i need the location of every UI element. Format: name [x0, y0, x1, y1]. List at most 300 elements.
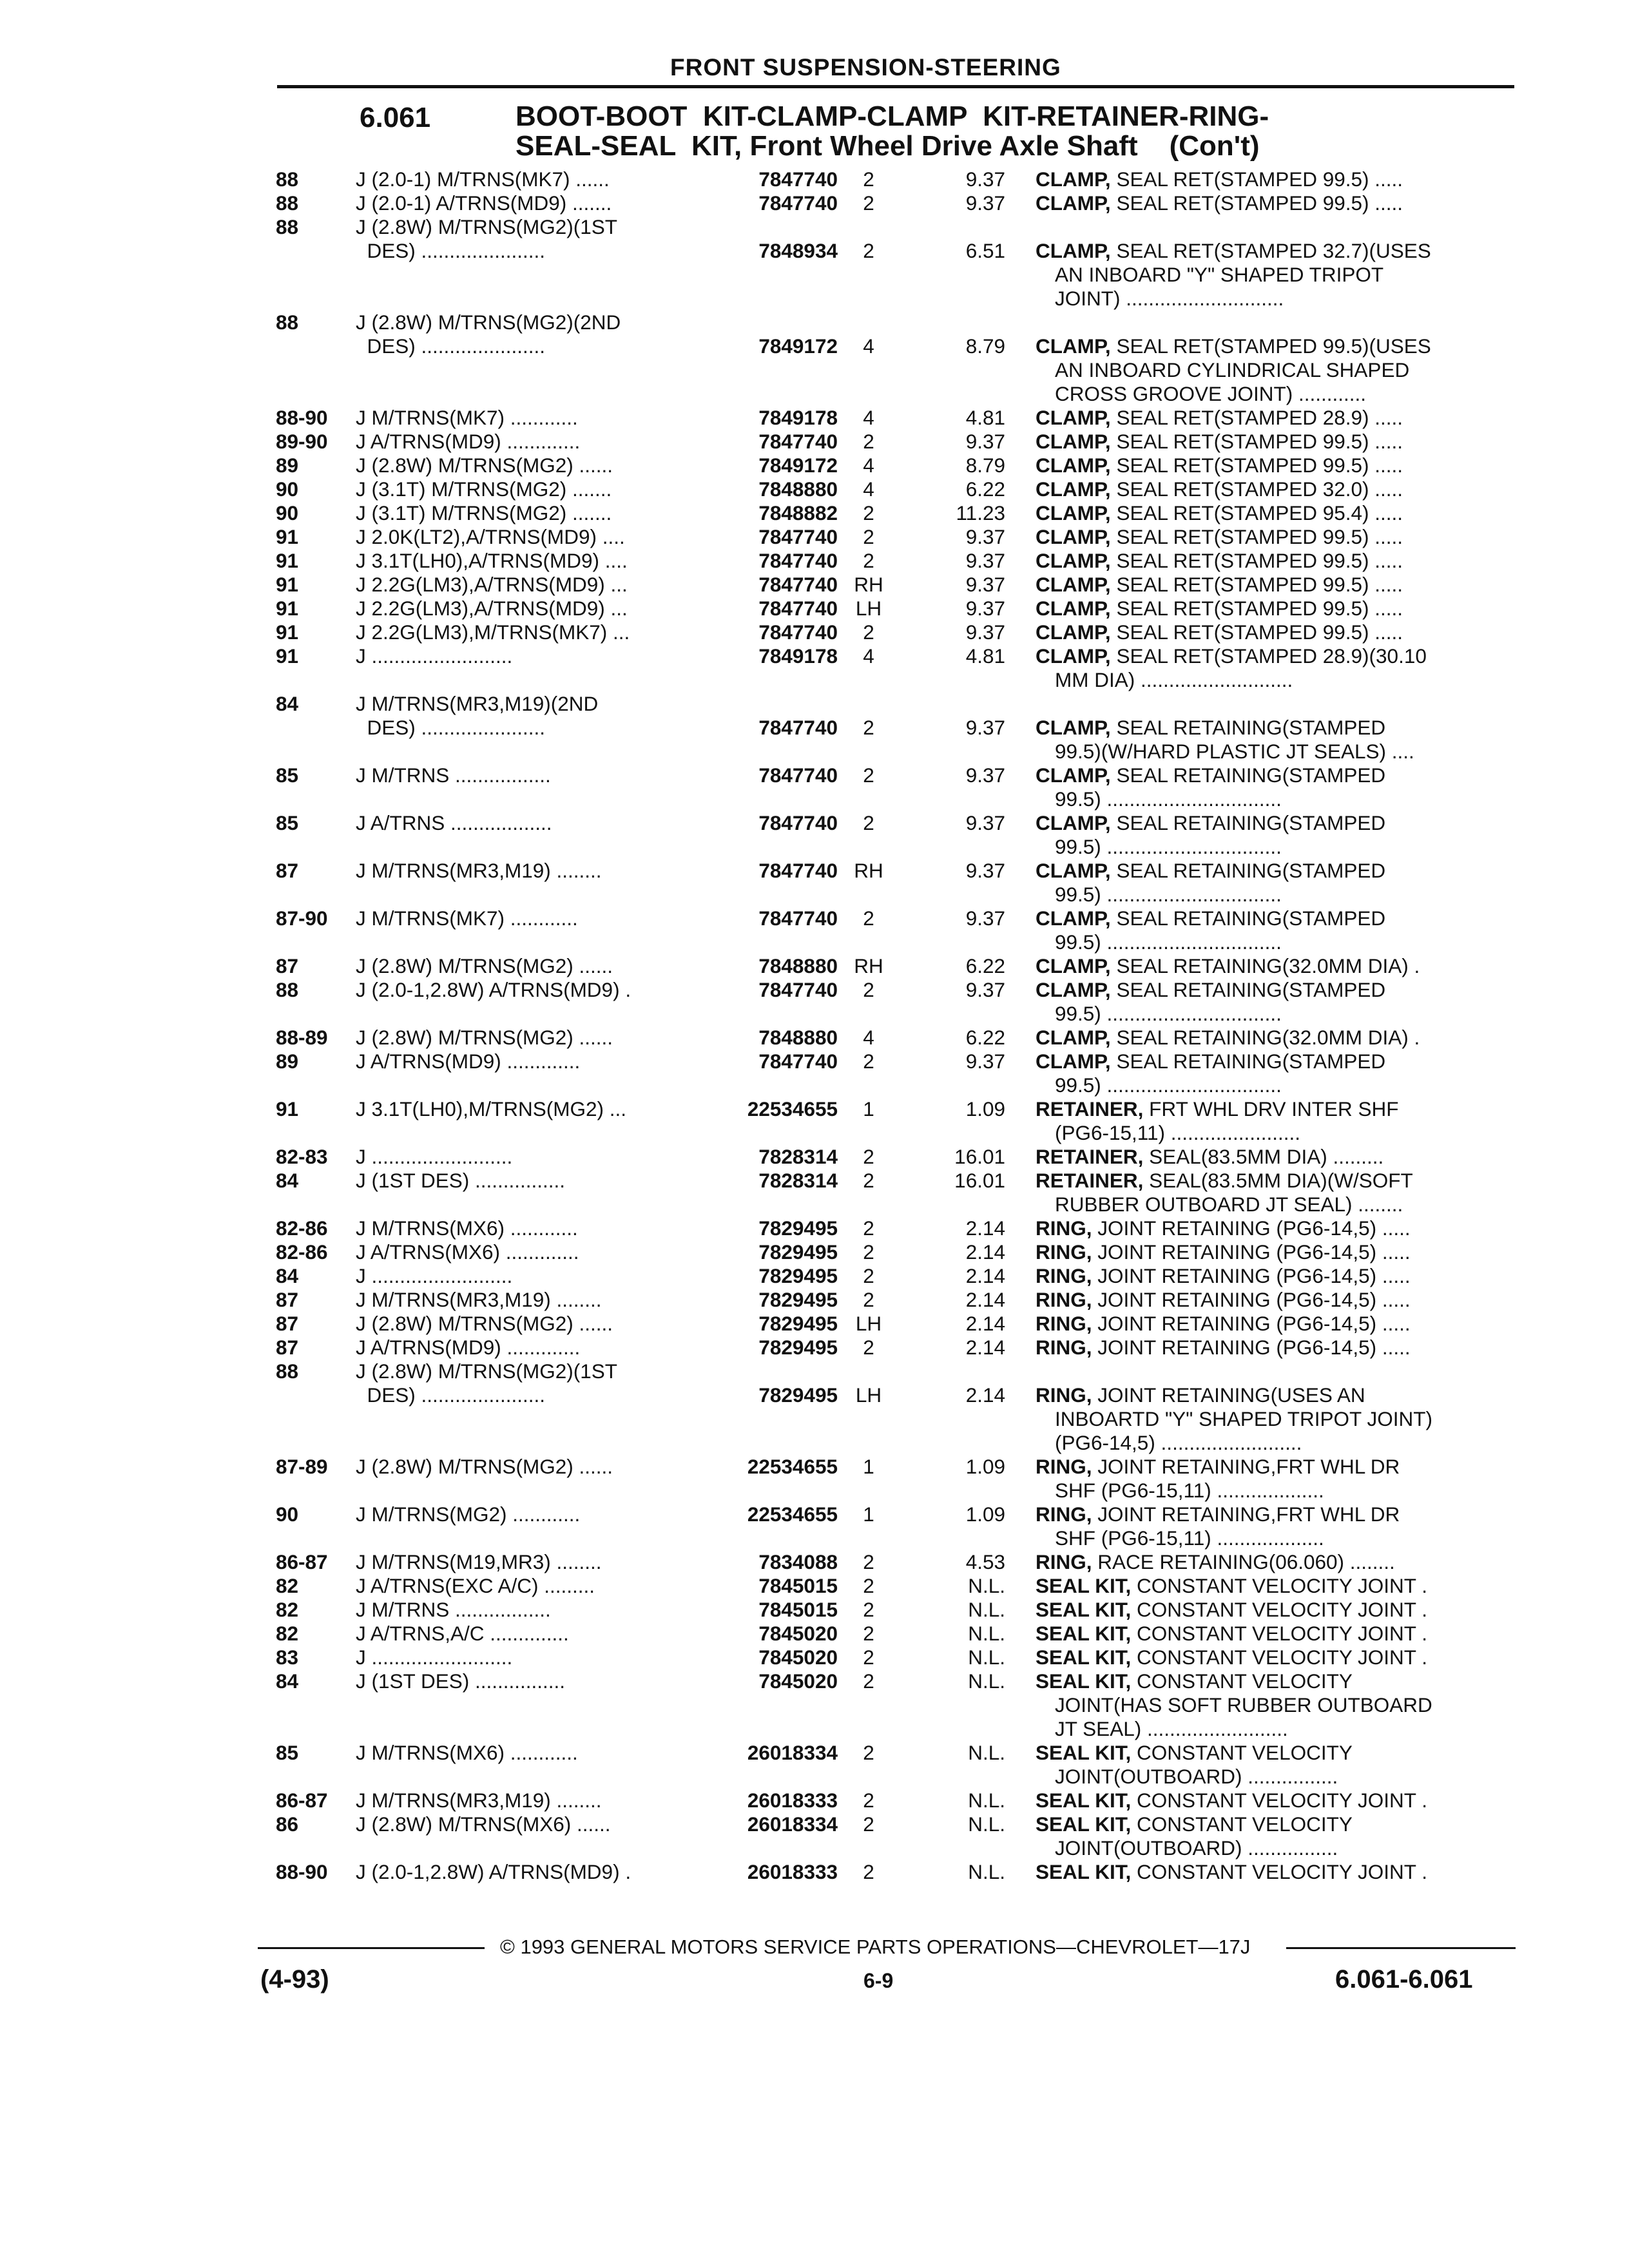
model-cell: J (2.8W) M/TRNS(MG2) ...... — [356, 1312, 613, 1335]
description-cell — [1036, 1646, 1505, 1669]
description-line — [1036, 1026, 1505, 1050]
description-line — [1036, 382, 1505, 406]
description-cell — [1036, 573, 1505, 597]
description-line — [1036, 1646, 1505, 1669]
part-detail: FRT WHL DRV INTER SHF — [1143, 1097, 1399, 1120]
quantity-cell: 2 — [863, 1741, 874, 1764]
part-detail: MM DIA) ........................... — [1055, 668, 1293, 691]
description-line — [1036, 978, 1505, 1002]
description-line — [1036, 764, 1505, 787]
year-cell: 90 — [276, 501, 299, 524]
table-row — [0, 311, 1629, 334]
year-cell: 84 — [276, 1264, 299, 1287]
model-cell: J (2.8W) M/TRNS(MG2) ...... — [356, 454, 613, 477]
year-cell: 85 — [276, 811, 299, 834]
price-cell: 9.37 — [965, 549, 1005, 572]
part-detail: JOINT(OUTBOARD) ................ — [1055, 1765, 1338, 1788]
description-cell — [1036, 954, 1505, 978]
model-cell: J ......................... — [356, 644, 513, 668]
part-number-cell: 7834088 — [758, 1550, 838, 1573]
table-row — [0, 215, 1629, 239]
model-cell: J M/TRNS(M19,MR3) ........ — [356, 1550, 602, 1573]
part-name: SEAL KIT, — [1036, 1860, 1132, 1883]
footer-page-number: 6-9 — [863, 1969, 894, 1992]
model-cell: J (2.0-1,2.8W) A/TRNS(MD9) . — [356, 978, 631, 1001]
description-line — [1036, 740, 1505, 764]
price-cell: N.L. — [968, 1598, 1005, 1621]
price-cell: 4.53 — [965, 1550, 1005, 1573]
part-name: CLAMP, — [1036, 859, 1111, 882]
description-line — [1036, 1431, 1505, 1455]
part-detail: SEAL RET(STAMPED 99.5) ..... — [1110, 549, 1403, 572]
table-row — [0, 454, 1629, 477]
part-detail: CONSTANT VELOCITY JOINT . — [1131, 1646, 1427, 1669]
description-line — [1036, 1622, 1505, 1646]
year-cell: 82-86 — [276, 1240, 328, 1264]
description-line — [1036, 620, 1505, 644]
price-cell: N.L. — [968, 1646, 1005, 1669]
part-detail: JOINT RETAINING (PG6-14,5) ..... — [1092, 1312, 1411, 1335]
part-name: CLAMP, — [1036, 573, 1111, 596]
description-cell — [1036, 644, 1505, 692]
model-cell: J M/TRNS(MK7) ............ — [356, 907, 578, 930]
part-detail: 99.5) ............................... — [1055, 1073, 1282, 1097]
quantity-cell: 2 — [863, 525, 874, 548]
part-name: CLAMP, — [1036, 454, 1111, 477]
quantity-cell: 4 — [863, 454, 874, 477]
part-detail: SEAL RETAINING(STAMPED — [1110, 764, 1386, 787]
table-row — [0, 168, 1629, 191]
part-number-cell: 7829495 — [758, 1240, 838, 1264]
part-detail: JOINT) ............................ — [1055, 287, 1284, 310]
quantity-cell: 2 — [863, 620, 874, 644]
table-row — [0, 1145, 1629, 1169]
description-line — [1036, 1717, 1505, 1741]
price-cell: 16.01 — [954, 1145, 1005, 1168]
part-name: CLAMP, — [1036, 978, 1111, 1001]
price-cell: 6.22 — [965, 1026, 1005, 1049]
table-row — [0, 1669, 1629, 1741]
description-cell — [1036, 168, 1505, 191]
table-row — [0, 1503, 1629, 1550]
year-cell: 82-86 — [276, 1216, 328, 1240]
description-line — [1036, 1860, 1505, 1884]
description-line — [1036, 1002, 1505, 1026]
part-detail: JOINT RETAINING (PG6-14,5) ..... — [1092, 1336, 1411, 1359]
part-name: CLAMP, — [1036, 1050, 1111, 1073]
year-cell: 91 — [276, 1097, 299, 1120]
description-line — [1036, 859, 1505, 883]
year-cell: 82-83 — [276, 1145, 328, 1168]
model-cell: J 2.0K(LT2),A/TRNS(MD9) .... — [356, 525, 625, 548]
part-name: CLAMP, — [1036, 334, 1111, 358]
price-cell: 4.81 — [965, 644, 1005, 668]
quantity-cell: LH — [855, 1312, 882, 1335]
description-line — [1036, 573, 1505, 597]
quantity-cell: 2 — [863, 191, 874, 215]
model-cell: J M/TRNS(MR3,M19)(2ND — [356, 692, 599, 715]
table-row — [0, 1789, 1629, 1812]
quantity-cell: 2 — [863, 1812, 874, 1836]
year-cell: 88 — [276, 191, 299, 215]
description-line — [1036, 239, 1505, 263]
part-name: CLAMP, — [1036, 811, 1111, 834]
quantity-cell: 4 — [863, 644, 874, 668]
description-cell — [1036, 1550, 1505, 1574]
quantity-cell: 2 — [863, 1288, 874, 1311]
price-cell: 1.09 — [965, 1455, 1005, 1478]
description-cell — [1036, 525, 1505, 549]
part-detail: SEAL RETAINING(STAMPED — [1110, 978, 1386, 1001]
price-cell: 9.37 — [965, 764, 1005, 787]
description-line — [1036, 191, 1505, 215]
part-number-cell: 7829495 — [758, 1288, 838, 1311]
part-name: CLAMP, — [1036, 620, 1111, 644]
description-line — [1036, 501, 1505, 525]
description-line — [1036, 1741, 1505, 1765]
model-cell: J (2.8W) M/TRNS(MG2) ...... — [356, 1455, 613, 1478]
description-cell — [1036, 191, 1505, 215]
table-row — [0, 811, 1629, 859]
part-number-cell: 7845020 — [758, 1622, 838, 1645]
model-cell: J (2.8W) M/TRNS(MG2) ...... — [356, 954, 613, 977]
description-line — [1036, 1455, 1505, 1479]
year-cell: 84 — [276, 1669, 299, 1693]
part-number-cell: 7847740 — [758, 620, 838, 644]
part-number-cell: 7848880 — [758, 1026, 838, 1049]
part-name: RETAINER, — [1036, 1145, 1144, 1168]
model-cell: J M/TRNS ................. — [356, 764, 551, 787]
year-cell: 88 — [276, 168, 299, 191]
part-detail: RACE RETAINING(06.060) ........ — [1092, 1550, 1395, 1573]
quantity-cell: 2 — [863, 1598, 874, 1621]
model-cell: J M/TRNS(MR3,M19) ........ — [356, 1288, 602, 1311]
table-row — [0, 1622, 1629, 1646]
part-number-cell: 22534655 — [747, 1455, 838, 1478]
model-cell: DES) ...................... — [356, 716, 546, 739]
model-cell: J M/TRNS(MR3,M19) ........ — [356, 859, 602, 882]
model-cell: J A/TRNS,A/C .............. — [356, 1622, 569, 1645]
description-cell — [1036, 477, 1505, 501]
part-number-cell: 7847740 — [758, 811, 838, 834]
year-cell: 84 — [276, 692, 299, 715]
model-cell: DES) ...................... — [356, 239, 546, 262]
part-name: CLAMP, — [1036, 907, 1111, 930]
model-cell: J 3.1T(LH0),M/TRNS(MG2) ... — [356, 1097, 627, 1120]
table-row — [0, 692, 1629, 716]
quantity-cell: 2 — [863, 501, 874, 524]
price-cell: N.L. — [968, 1669, 1005, 1693]
description-cell — [1036, 1336, 1505, 1360]
description-cell — [1036, 811, 1505, 859]
model-cell: J A/TRNS(EXC A/C) ......... — [356, 1574, 595, 1597]
part-name: CLAMP, — [1036, 430, 1111, 453]
part-number-cell: 26018334 — [747, 1741, 838, 1764]
part-number-cell: 7847740 — [758, 907, 838, 930]
price-cell: 9.37 — [965, 978, 1005, 1001]
year-cell: 91 — [276, 549, 299, 572]
table-row — [0, 1050, 1629, 1097]
description-line — [1036, 406, 1505, 430]
description-line — [1036, 1240, 1505, 1264]
part-detail: SEAL RETAINING(32.0MM DIA) . — [1110, 1026, 1420, 1049]
price-cell: 4.81 — [965, 406, 1005, 429]
description-cell — [1036, 1264, 1505, 1288]
part-detail: JOINT RETAINING (PG6-14,5) ..... — [1092, 1240, 1411, 1264]
part-number-cell: 7828314 — [758, 1169, 838, 1192]
part-number-cell: 7845020 — [758, 1669, 838, 1693]
year-cell: 88 — [276, 311, 299, 334]
model-cell: J (2.8W) M/TRNS(MG2)(2ND — [356, 311, 621, 334]
quantity-cell: LH — [855, 597, 882, 620]
part-detail: SHF (PG6-15,11) ................... — [1055, 1479, 1324, 1502]
model-cell: J 2.2G(LM3),M/TRNS(MK7) ... — [356, 620, 630, 644]
part-number-cell: 7849172 — [758, 334, 838, 358]
price-cell: 2.14 — [965, 1336, 1005, 1359]
year-cell: 87-90 — [276, 907, 328, 930]
table-row — [0, 644, 1629, 692]
price-cell: 9.37 — [965, 716, 1005, 739]
part-name: CLAMP, — [1036, 549, 1111, 572]
part-name: RING, — [1036, 1550, 1092, 1573]
description-cell — [1036, 501, 1505, 525]
part-detail: CONSTANT VELOCITY JOINT . — [1131, 1574, 1427, 1597]
model-cell: J A/TRNS(MX6) ............. — [356, 1240, 579, 1264]
quantity-cell: 2 — [863, 239, 874, 262]
part-name: SEAL KIT, — [1036, 1622, 1132, 1645]
year-cell: 89 — [276, 1050, 299, 1073]
part-number-cell: 7845015 — [758, 1574, 838, 1597]
year-cell: 87 — [276, 1312, 299, 1335]
table-row — [0, 978, 1629, 1026]
part-name: SEAL KIT, — [1036, 1598, 1132, 1621]
description-cell — [1036, 1622, 1505, 1646]
year-cell: 87 — [276, 859, 299, 882]
part-detail: 99.5) ............................... — [1055, 1002, 1282, 1025]
part-number-cell: 7848880 — [758, 954, 838, 977]
model-cell: J ......................... — [356, 1145, 513, 1168]
description-line — [1036, 883, 1505, 907]
part-number-cell: 7847740 — [758, 716, 838, 739]
part-name: RING, — [1036, 1336, 1092, 1359]
part-detail: SEAL RETAINING(STAMPED — [1110, 907, 1386, 930]
part-detail: SEAL RET(STAMPED 32.7)(USES — [1110, 239, 1431, 262]
part-number-cell: 7847740 — [758, 764, 838, 787]
table-row — [0, 239, 1629, 311]
quantity-cell: 1 — [863, 1455, 874, 1478]
price-cell: 2.14 — [965, 1288, 1005, 1311]
footer-copyright: © 1993 GENERAL MOTORS SERVICE PARTS OPERATIONS—CHEVROLET—17J — [500, 1936, 1251, 1958]
price-cell: 6.22 — [965, 954, 1005, 977]
part-name: CLAMP, — [1036, 597, 1111, 620]
part-number-cell: 7828314 — [758, 1145, 838, 1168]
price-cell: 9.37 — [965, 430, 1005, 453]
part-detail: 99.5) ............................... — [1055, 787, 1282, 811]
table-row — [0, 549, 1629, 573]
description-line — [1036, 668, 1505, 692]
description-line — [1036, 1765, 1505, 1789]
year-cell: 85 — [276, 1741, 299, 1764]
part-name: RING, — [1036, 1383, 1092, 1407]
part-number-cell: 7847740 — [758, 525, 838, 548]
price-cell: 8.79 — [965, 454, 1005, 477]
part-detail: SEAL RETAINING(32.0MM DIA) . — [1110, 954, 1420, 977]
description-cell — [1036, 1789, 1505, 1812]
price-cell: 9.37 — [965, 907, 1005, 930]
price-cell: 9.37 — [965, 859, 1005, 882]
part-detail: CONSTANT VELOCITY — [1131, 1812, 1353, 1836]
description-line — [1036, 358, 1505, 382]
part-name: RETAINER, — [1036, 1169, 1144, 1192]
quantity-cell: 2 — [863, 1169, 874, 1192]
part-detail: SHF (PG6-15,11) ................... — [1055, 1526, 1324, 1550]
table-row — [0, 430, 1629, 454]
description-line — [1036, 1526, 1505, 1550]
description-cell — [1036, 334, 1505, 406]
description-line — [1036, 334, 1505, 358]
table-row — [0, 1574, 1629, 1598]
part-number-cell: 7848882 — [758, 501, 838, 524]
table-row — [0, 1336, 1629, 1360]
year-cell: 88 — [276, 1360, 299, 1383]
part-detail: 99.5) ............................... — [1055, 835, 1282, 858]
description-line — [1036, 1169, 1505, 1193]
part-detail: AN INBOARD CYLINDRICAL SHAPED — [1055, 358, 1410, 381]
part-number-cell: 7829495 — [758, 1336, 838, 1359]
description-line — [1036, 716, 1505, 740]
table-row — [0, 1550, 1629, 1574]
quantity-cell: 4 — [863, 334, 874, 358]
part-name: CLAMP, — [1036, 954, 1111, 977]
price-cell: 9.37 — [965, 1050, 1005, 1073]
description-line — [1036, 1812, 1505, 1836]
year-cell: 91 — [276, 525, 299, 548]
part-detail: RUBBER OUTBOARD JT SEAL) ........ — [1055, 1193, 1403, 1216]
part-number-cell: 7847740 — [758, 597, 838, 620]
part-name: CLAMP, — [1036, 501, 1111, 524]
description-line — [1036, 1312, 1505, 1336]
description-line — [1036, 644, 1505, 668]
part-name: CLAMP, — [1036, 764, 1111, 787]
part-detail: JOINT(HAS SOFT RUBBER OUTBOARD — [1055, 1693, 1432, 1716]
part-name: CLAMP, — [1036, 477, 1111, 501]
description-cell — [1036, 1312, 1505, 1336]
description-line — [1036, 1193, 1505, 1216]
year-cell: 87 — [276, 1336, 299, 1359]
quantity-cell: 2 — [863, 1336, 874, 1359]
year-cell: 83 — [276, 1646, 299, 1669]
table-row — [0, 1097, 1629, 1145]
year-cell: 82 — [276, 1598, 299, 1621]
price-cell: 11.23 — [956, 501, 1005, 524]
description-line — [1036, 549, 1505, 573]
year-cell: 89-90 — [276, 430, 328, 453]
quantity-cell: 2 — [863, 1669, 874, 1693]
part-name: SEAL KIT, — [1036, 1789, 1132, 1812]
price-cell: 2.14 — [965, 1264, 1005, 1287]
table-row — [0, 1741, 1629, 1789]
quantity-cell: 2 — [863, 978, 874, 1001]
description-line — [1036, 1383, 1505, 1407]
price-cell: 9.37 — [965, 191, 1005, 215]
part-number-cell: 7849172 — [758, 454, 838, 477]
part-detail: CONSTANT VELOCITY JOINT . — [1131, 1789, 1427, 1812]
part-number-cell: 7829495 — [758, 1383, 838, 1407]
table-row — [0, 525, 1629, 549]
part-detail: JOINT RETAINING,FRT WHL DR — [1092, 1455, 1400, 1478]
model-cell: J M/TRNS(MX6) ............ — [356, 1216, 578, 1240]
description-cell — [1036, 1050, 1505, 1097]
table-row — [0, 859, 1629, 907]
description-line — [1036, 1836, 1505, 1860]
section-title-line-1: BOOT-BOOT KIT-CLAMP-CLAMP KIT-RETAINER-RING- — [516, 101, 1269, 132]
table-row — [0, 620, 1629, 644]
description-cell — [1036, 1026, 1505, 1050]
table-row — [0, 954, 1629, 978]
description-line — [1036, 1407, 1505, 1431]
part-detail: SEAL RETAINING(STAMPED — [1110, 1050, 1386, 1073]
footer-section-range: 6.061-6.061 — [1335, 1965, 1473, 1994]
part-number-cell: 7847740 — [758, 549, 838, 572]
description-cell — [1036, 859, 1505, 907]
quantity-cell: 4 — [863, 1026, 874, 1049]
description-line — [1036, 1789, 1505, 1812]
description-line — [1036, 1503, 1505, 1526]
description-line — [1036, 1479, 1505, 1503]
model-cell: J M/TRNS(MR3,M19) ........ — [356, 1789, 602, 1812]
quantity-cell: 2 — [863, 549, 874, 572]
description-line — [1036, 1288, 1505, 1312]
description-line — [1036, 1216, 1505, 1240]
description-line — [1036, 787, 1505, 811]
part-detail: CROSS GROOVE JOINT) ............ — [1055, 382, 1367, 405]
description-line — [1036, 1050, 1505, 1073]
description-line — [1036, 1550, 1505, 1574]
price-cell: N.L. — [968, 1860, 1005, 1883]
part-detail: JOINT RETAINING (PG6-14,5) ..... — [1092, 1216, 1411, 1240]
description-cell — [1036, 454, 1505, 477]
table-row — [0, 1455, 1629, 1503]
year-cell: 86-87 — [276, 1550, 328, 1573]
description-cell — [1036, 239, 1505, 311]
model-cell: J (2.0-1,2.8W) A/TRNS(MD9) . — [356, 1860, 631, 1883]
description-cell — [1036, 1669, 1505, 1741]
part-detail: CONSTANT VELOCITY JOINT . — [1131, 1860, 1427, 1883]
part-number-cell: 7847740 — [758, 1050, 838, 1073]
quantity-cell: RH — [854, 954, 883, 977]
quantity-cell: 2 — [863, 1860, 874, 1883]
footer-date-code: (4-93) — [260, 1965, 329, 1994]
model-cell: J 2.2G(LM3),A/TRNS(MD9) ... — [356, 573, 628, 596]
description-line — [1036, 930, 1505, 954]
description-cell — [1036, 1503, 1505, 1550]
price-cell: 9.37 — [965, 573, 1005, 596]
price-cell: 2.14 — [965, 1312, 1005, 1335]
description-cell — [1036, 549, 1505, 573]
part-detail: JOINT RETAINING(USES AN — [1092, 1383, 1365, 1407]
description-cell — [1036, 1741, 1505, 1789]
description-line — [1036, 1669, 1505, 1693]
part-name: CLAMP, — [1036, 716, 1111, 739]
description-line — [1036, 1574, 1505, 1598]
table-row — [0, 1812, 1629, 1860]
price-cell: 2.14 — [965, 1240, 1005, 1264]
year-cell: 91 — [276, 597, 299, 620]
year-cell: 90 — [276, 477, 299, 501]
price-cell: 9.37 — [965, 620, 1005, 644]
quantity-cell: 2 — [863, 1574, 874, 1597]
price-cell: N.L. — [968, 1574, 1005, 1597]
